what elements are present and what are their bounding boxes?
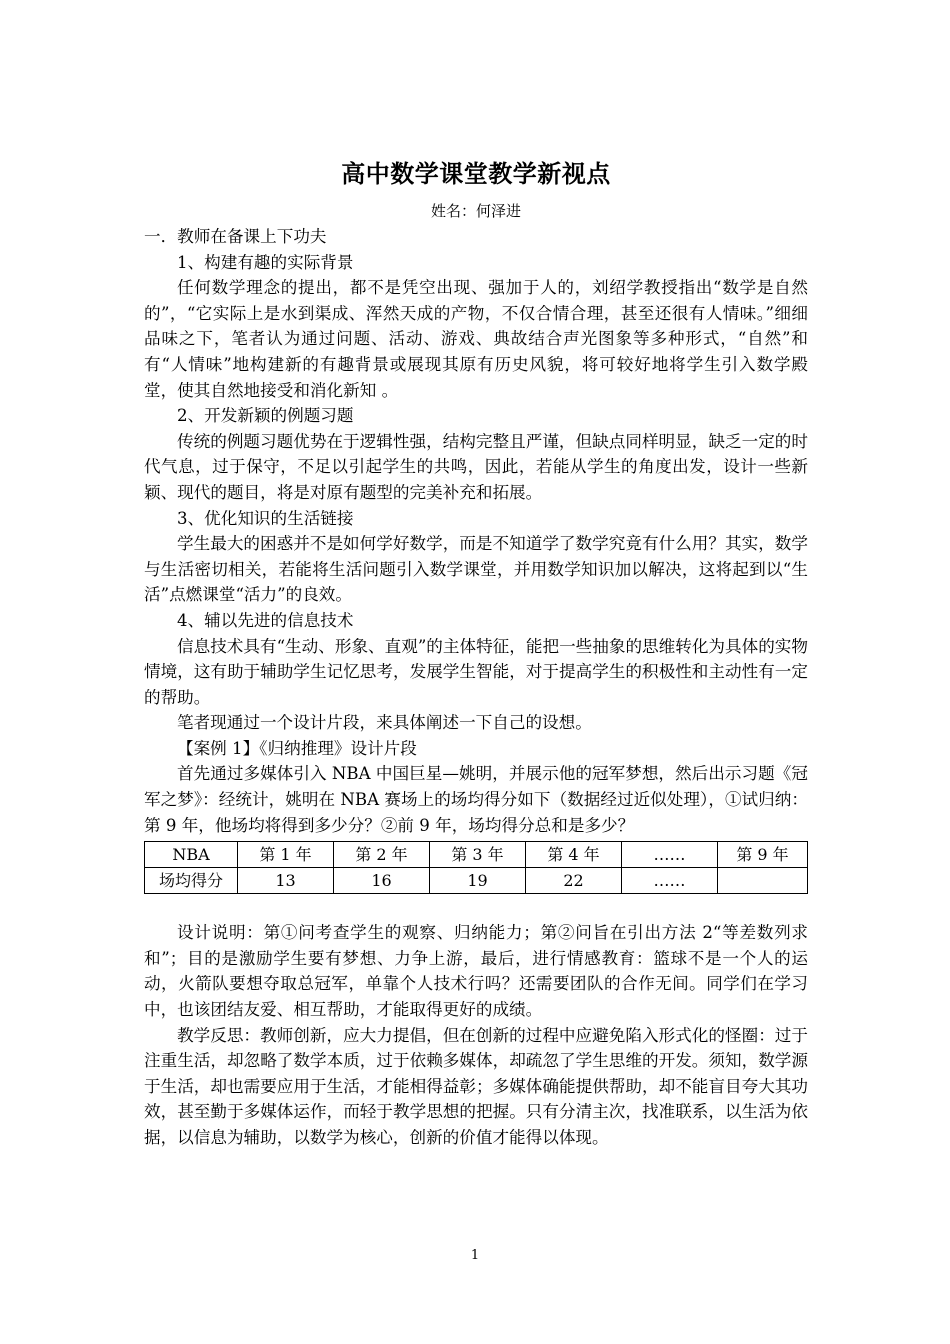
table-row bbox=[145, 868, 808, 894]
paragraph-3: 学生最大的困惑并不是如何学好数学，而是不知道学了数学究竟有什么用？其实，数学与生活密切相关，若能将生活问题引入数学课堂，并用数学知识加以解决，这将起到以“生活”点燃课堂“活力”的良效。 bbox=[144, 534, 808, 605]
table-cell: …… bbox=[622, 842, 718, 868]
subheading-2: 2、开发新颖的例题习题 bbox=[177, 406, 354, 426]
table-cell: 22 bbox=[526, 868, 622, 894]
subheading-1: 1、构建有趣的实际背景 bbox=[177, 252, 354, 272]
table-cell: 13 bbox=[238, 868, 334, 894]
table-cell: 16 bbox=[334, 868, 430, 894]
subheading-3: 3、优化知识的生活链接 bbox=[177, 508, 354, 528]
table-cell: 第 2 年 bbox=[334, 842, 430, 868]
paragraph-8: 教学反思：教师创新，应大力提倡，但在创新的过程中应避免陷入形式化的怪圈：过于注重生活，却忽略了数学本质，过于依赖多媒体，却疏忽了学生思维的开发。须知，数学源于生活，却也需要应用于生活，才能相得益彰；多媒体确能提供帮助，却不能盲目夸大其功效，甚至勤于多媒体运作，而轻于教学思想的把握。只有分清主次，找准联系，以生活为依据，以信息为辅助，以数学为核心，创新的价值才能得以体现。 bbox=[144, 1025, 808, 1147]
table-header-row bbox=[145, 842, 808, 868]
spacer bbox=[144, 894, 808, 920]
case-title: 【案例 1】《归纳推理》设计片段 bbox=[177, 738, 417, 758]
subheading-4: 4、辅以先进的信息技术 bbox=[177, 610, 354, 630]
document-page bbox=[144, 0, 808, 1344]
score-table bbox=[144, 841, 808, 894]
table-cell: 第 1 年 bbox=[238, 842, 334, 868]
section-heading: 一．教师在备课上下功夫 bbox=[144, 227, 327, 246]
paragraph-6: 首先通过多媒体引入 NBA 中国巨星—姚明，并展示他的冠军梦想，然后出示习题《冠军之梦》：经统计，姚明在 NBA 赛场上的场均得分如下（数据经过近似处理），①试归纳：第 9 年，他场均将得到多少分？②前 9 年，场均得分总和是多少？ bbox=[144, 764, 808, 835]
document-body bbox=[144, 224, 808, 1151]
table-cell: 第 4 年 bbox=[526, 842, 622, 868]
table-cell: 第 3 年 bbox=[430, 842, 526, 868]
paragraph-1: 任何数学理念的提出，都不是凭空出现、强加于人的，刘绍学教授指出“数学是自然的”，“它实际上是水到渠成、浑然天成的产物，不仅合情合理，甚至还很有人情味。”细细品味之下，笔者认为通过问题、活动、游戏、典故结合声光图象等多种形式，“自然”和有“人情味”地构建新的有趣背景或展现其原有历史风貌，将可较好地将学生引入数学殿堂，使其自然地接受和消化新知 。 bbox=[144, 278, 808, 400]
table-cell bbox=[718, 868, 808, 894]
table-cell: 场均得分 bbox=[145, 868, 238, 894]
page-number: 1 bbox=[470, 1248, 480, 1263]
author-line: 姓名：何泽进 bbox=[430, 202, 521, 220]
paragraph-7: 设计说明：第①问考查学生的观察、归纳能力；第②问旨在引出方法 2“等差数列求和”；目的是激励学生要有梦想、力争上游，最后，进行情感教育：篮球不是一个人的运动，火箭队要想夺取总冠军，单靠个人技术行吗？还需要团队的合作无间。同学们在学习中，也该团结友爱、相互帮助，才能取得更好的成绩。 bbox=[144, 923, 808, 1020]
table-cell: NBA bbox=[145, 842, 238, 868]
table-cell: 第 9 年 bbox=[718, 842, 808, 868]
table-cell: 19 bbox=[430, 868, 526, 894]
document-title: 高中数学课堂教学新视点 bbox=[341, 160, 611, 188]
paragraph-2: 传统的例题习题优势在于逻辑性强，结构完整且严谨，但缺点同样明显，缺乏一定的时代气息，过于保守，不足以引起学生的共鸣，因此，若能从学生的角度出发，设计一些新颖、现代的题目，将是对原有题型的完美补充和拓展。 bbox=[144, 431, 808, 502]
paragraph-5: 笔者现通过一个设计片段，来具体阐述一下自己的设想。 bbox=[177, 713, 592, 733]
paragraph-4: 信息技术具有“生动、形象、直观”的主体特征，能把一些抽象的思维转化为具体的实物情境，这有助于辅助学生记忆思考，发展学生智能，对于提高学生的积极性和主动性有一定的帮助。 bbox=[144, 636, 808, 707]
table-cell: …… bbox=[622, 868, 718, 894]
